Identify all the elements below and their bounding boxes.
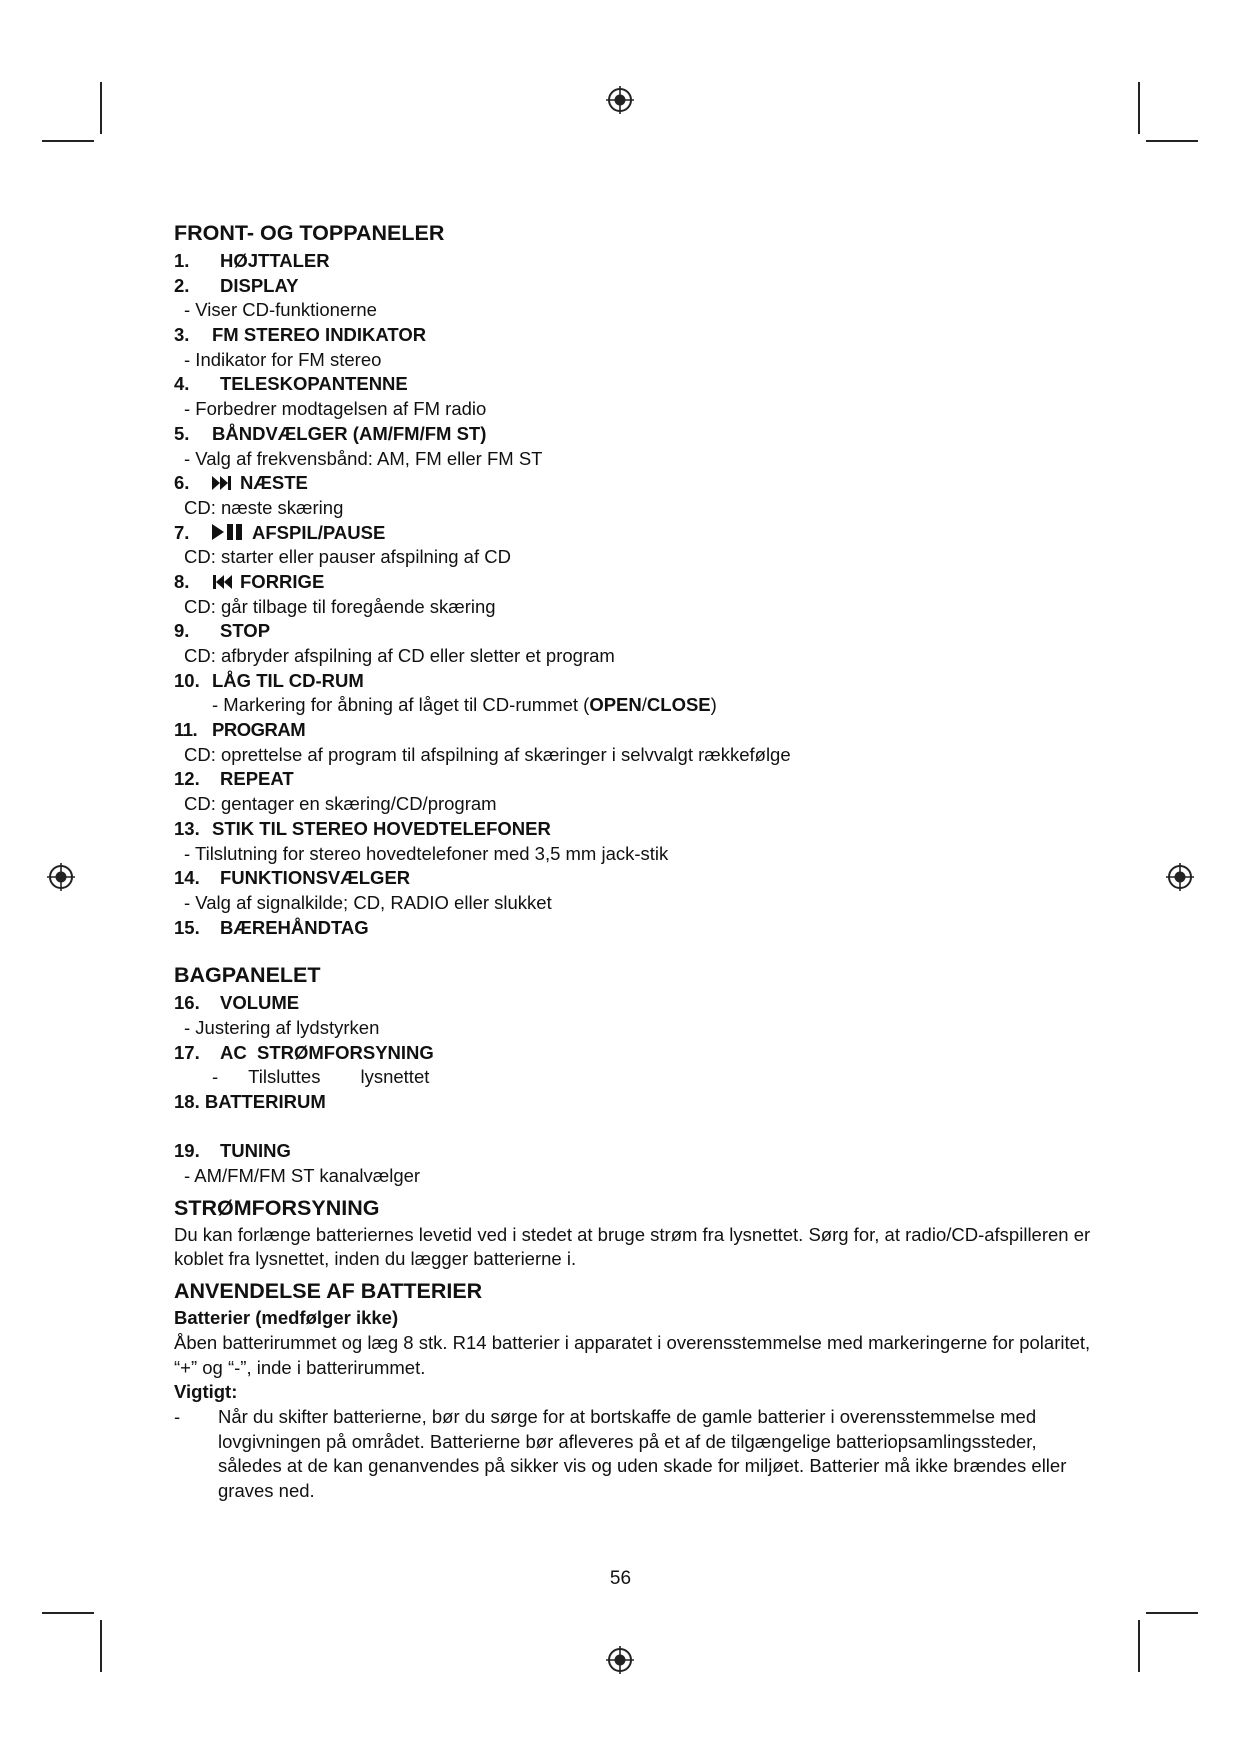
list-item: 6. NÆSTE (174, 472, 308, 494)
registration-mark-icon (605, 1645, 635, 1675)
list-item: 9. STOP (174, 620, 271, 642)
previous-track-icon (212, 574, 232, 590)
list-item: 3. FM STEREO INDIKATOR (174, 324, 427, 346)
list-item: 18. BATTERIRUM (174, 1091, 326, 1112)
registration-mark-icon (605, 85, 635, 115)
registration-mark-icon (1165, 862, 1195, 892)
batteries-paragraph: Åben batterirummet og læg 8 stk. R14 batterier i apparatet i overensstemmelse med markeringerne for polaritet, “+” og “-”, inde i batterirummet. (174, 1331, 1091, 1378)
crop-mark (1146, 140, 1198, 142)
crop-mark (42, 1612, 94, 1614)
item-description: CD: gentager en skæring/CD/program (184, 793, 497, 815)
item-description: - Forbedrer modtagelsen af FM radio (184, 398, 487, 420)
list-item: 7. AFSPIL/PAUSE (174, 521, 386, 543)
item-description: CD: starter eller pauser afspilning af CD (184, 546, 511, 568)
list-item: - Når du skifter batterierne, bør du sørge for at bortskaffe de gamle batterier i overensstemmelse med lovgivningen på området. Batterierne bør afleveres på et af de tilgængelige batteriopsamlingssteder, således at de kan genanvendes på sikker vis og uden skade for miljøet. Batterier må ikke brændes eller graves ned. (174, 1405, 1067, 1502)
list-item: 2. DISPLAY (174, 274, 299, 296)
item-description: CD: afbryder afspilning af CD eller sletter et program (184, 645, 615, 666)
item-description: - Tilslutning for stereo hovedtelefoner med 3,5 mm jack-stik (184, 842, 669, 864)
item-description: - Valg af frekvensbånd: AM, FM eller FM ST (184, 447, 543, 469)
item-description: - Justering af lydstyrken (184, 1016, 380, 1038)
play-pause-icon (212, 523, 244, 541)
list-item: 4. TELESKOPANTENNE (174, 373, 408, 395)
section-heading-power: STRØMFORSYNING (174, 1195, 380, 1220)
next-track-icon (212, 475, 232, 491)
list-item: 8. FORRIGE (174, 570, 325, 592)
power-paragraph: Du kan forlænge batteriernes levetid ved i stedet at bruge strøm fra lysnettet. Sørg for, at radio/CD-afspilleren er koblet fra lysnettet, inden du lægger batterierne i. (174, 1223, 1091, 1270)
batteries-subheading: Batterier (medfølger ikke) (174, 1307, 399, 1329)
list-item: 16. VOLUME (174, 992, 300, 1014)
section-heading-batteries: ANVENDELSE AF BATTERIER (174, 1279, 483, 1304)
page-number: 56 (609, 1568, 632, 1589)
list-item: 15. BÆREHÅNDTAG (174, 916, 369, 938)
crop-mark (100, 82, 102, 134)
item-description: - AM/FM/FM ST kanalvælger (184, 1165, 421, 1187)
item-description: CD: næste skæring (184, 496, 344, 518)
crop-mark (100, 1620, 102, 1672)
item-description: - Markering for åbning af låget til CD-rummet (OPEN/CLOSE) (212, 694, 717, 716)
list-item: 5. BÅNDVÆLGER (AM/FM/FM ST) (174, 422, 487, 444)
list-item: 14. FUNKTIONSVÆLGER (174, 867, 411, 889)
crop-mark (1146, 1612, 1198, 1614)
item-description: - Viser CD-funktionerne (184, 299, 377, 321)
important-label: Vigtigt: (174, 1381, 238, 1403)
item-description: CD: oprettelse af program til afspilning af skæringer i selvvalgt rækkefølge (184, 743, 791, 765)
list-item: 10. LÅG TIL CD-RUM (174, 669, 364, 691)
list-item: 19. TUNING (174, 1140, 291, 1162)
registration-mark-icon (46, 862, 76, 892)
item-description: - Valg af signalkilde; CD, RADIO eller slukket (184, 891, 552, 913)
item-description: CD: går tilbage til foregående skæring (184, 595, 496, 617)
crop-mark (1138, 82, 1140, 134)
item-description: - Indikator for FM stereo (184, 348, 382, 370)
page-content (174, 218, 1094, 1504)
list-item: 17. AC STRØMFORSYNING (174, 1041, 434, 1063)
item-description: - Tilsluttes lysnettet (212, 1066, 430, 1088)
list-item: 13. STIK TIL STEREO HOVEDTELEFONER (174, 817, 551, 839)
list-item: 12. REPEAT (174, 768, 294, 790)
list-item: 1. HØJTTALER (174, 250, 330, 271)
section-heading-back: BAGPANELET (174, 963, 321, 988)
crop-mark (1138, 1620, 1140, 1672)
list-item: 11. PROGRAM (174, 719, 306, 741)
crop-mark (42, 140, 94, 142)
section-heading-front: FRONT- OG TOPPANELER (174, 221, 445, 245)
